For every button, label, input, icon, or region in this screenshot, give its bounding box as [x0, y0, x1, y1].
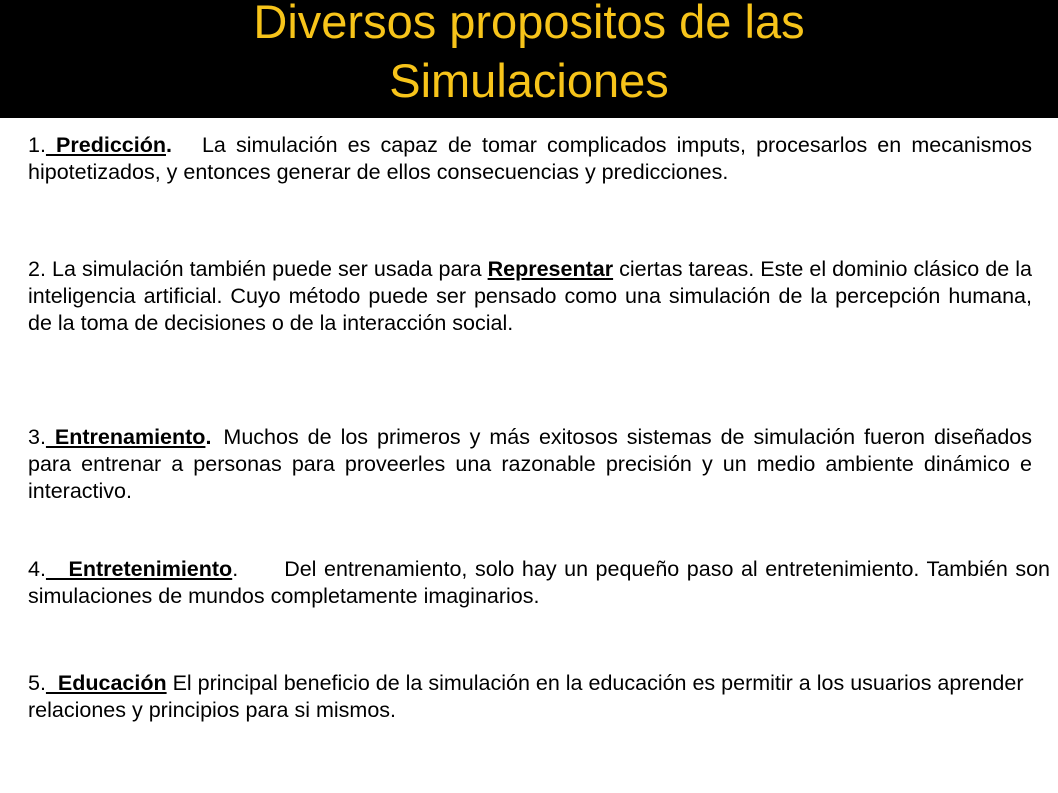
- item-educacion: [28, 670, 1032, 724]
- item-text: La simulación es capaz de tomar complicados imputs, procesarlos en mecanismos hipotetizados, y entonces generar de ellos consecuencias y predicciones.: [28, 133, 1033, 184]
- item-text: ciertas tareas. Este el dominio clásico de la inteligencia artificial. Cuyo método puede ser pensado como una simulación de la percepción humana, de la toma de decisiones o de la interacción social.: [28, 257, 1032, 335]
- title-band: [0, 0, 1058, 118]
- item-keyword-prediccion: Predicción: [45, 133, 166, 157]
- item-entretenimiento: [28, 556, 1050, 610]
- slide-title-line-2: Simulaciones: [389, 54, 669, 107]
- item-keyword-period: .: [205, 425, 212, 449]
- item-keyword-entretenimiento: Entretenimiento: [45, 557, 233, 581]
- item-keyword-educacion: Educación: [45, 671, 167, 695]
- item-number: 3.: [28, 425, 46, 449]
- item-keyword-period: .: [232, 557, 239, 581]
- slide-title-line-1: Diversos propositos de las: [253, 0, 805, 48]
- item-keyword-entrenamiento: Entrenamiento: [45, 425, 206, 449]
- item-prediccion: [28, 132, 1032, 186]
- item-number: 4.: [28, 557, 46, 581]
- item-number: 5.: [28, 671, 46, 695]
- item-text: El principal beneficio de la simulación en la educación es permitir a los usuarios aprender relaciones y principios para si mismos.: [28, 671, 1024, 722]
- item-representar: [28, 256, 1032, 337]
- item-number: 1.: [28, 133, 46, 157]
- item-text: Del entrenamiento, solo hay un pequeño paso al entretenimiento. También son simulaciones de mundos completamente imaginarios.: [28, 557, 1050, 608]
- item-keyword-representar: Representar: [487, 257, 614, 281]
- item-keyword-period: .: [165, 133, 172, 157]
- item-text: Muchos de los primeros y más exitosos sistemas de simulación fueron diseñados para entrenar a personas para proveerles una razonable precisión y un medio ambiente dinámico e interactivo.: [28, 425, 1032, 503]
- item-text-prefix: 2. La simulación también puede ser usada para: [28, 257, 488, 281]
- item-entrenamiento: [28, 424, 1032, 505]
